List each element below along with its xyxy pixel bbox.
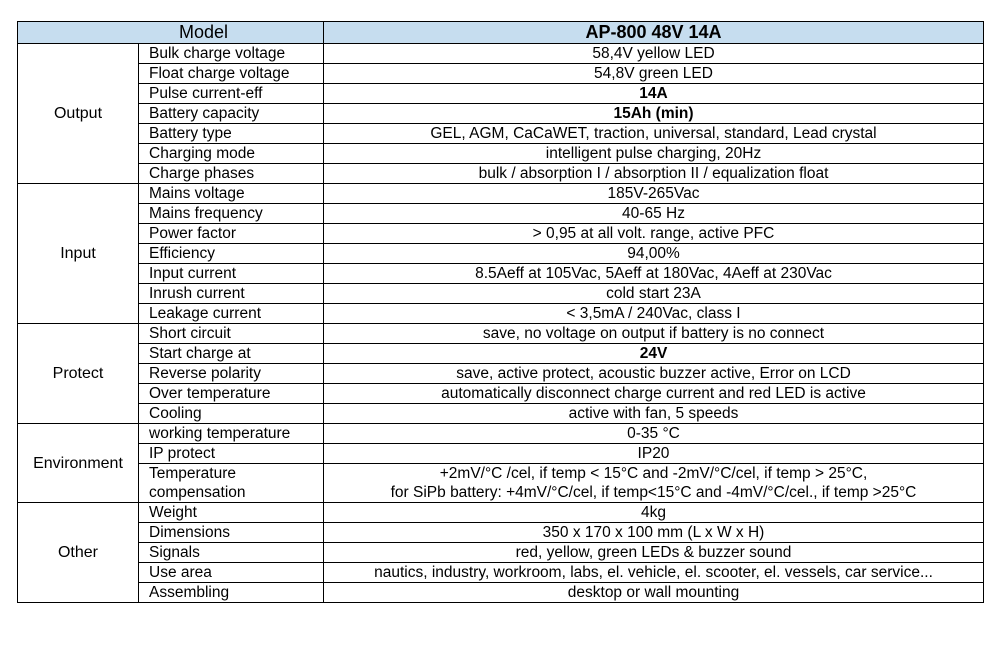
table-row (18, 184, 984, 204)
param-value: 4kg (324, 503, 984, 523)
group-label-input: Input (18, 184, 139, 324)
param-label: Over temperature (139, 384, 324, 404)
param-value: 14A (324, 84, 984, 104)
table-row (18, 583, 984, 603)
table-row (18, 144, 984, 164)
table-row (18, 404, 984, 424)
param-label: Mains frequency (139, 204, 324, 224)
param-label: Assembling (139, 583, 324, 603)
spec-table (17, 21, 984, 603)
param-value: GEL, AGM, CaCaWET, traction, universal, standard, Lead crystal (324, 124, 984, 144)
param-value: desktop or wall mounting (324, 583, 984, 603)
param-value (324, 464, 984, 503)
param-label: Battery type (139, 124, 324, 144)
table-row (18, 344, 984, 364)
param-label: Battery capacity (139, 104, 324, 124)
param-value: intelligent pulse charging, 20Hz (324, 144, 984, 164)
group-label-environment: Environment (18, 424, 139, 503)
param-label: Charge phases (139, 164, 324, 184)
table-row (18, 284, 984, 304)
param-value: 8.5Aeff at 105Vac, 5Aeff at 180Vac, 4Aeff at 230Vac (324, 264, 984, 284)
model-value: AP-800 48V 14A (324, 22, 984, 44)
param-label: Power factor (139, 224, 324, 244)
table-row (18, 543, 984, 563)
param-label: Dimensions (139, 523, 324, 543)
table-row (18, 44, 984, 64)
param-label: Cooling (139, 404, 324, 424)
param-label: Inrush current (139, 284, 324, 304)
param-label: Pulse current-eff (139, 84, 324, 104)
param-value: > 0,95 at all volt. range, active PFC (324, 224, 984, 244)
table-row (18, 244, 984, 264)
param-label: working temperature (139, 424, 324, 444)
param-value: < 3,5mA / 240Vac, class I (324, 304, 984, 324)
group-label-protect: Protect (18, 324, 139, 424)
param-value: 350 x 170 x 100 mm (L x W x H) (324, 523, 984, 543)
table-header-row (18, 22, 984, 44)
param-value: 94,00% (324, 244, 984, 264)
param-value: cold start 23A (324, 284, 984, 304)
param-value: 185V-265Vac (324, 184, 984, 204)
param-label: IP protect (139, 444, 324, 464)
param-value-line-2: for SiPb battery: +4mV/°C/cel, if temp<15°C and -4mV/°C/cel., if temp >25°C (390, 484, 917, 501)
param-label: Temperature compensation (139, 464, 324, 503)
param-value: IP20 (324, 444, 984, 464)
param-label: Leakage current (139, 304, 324, 324)
table-row (18, 204, 984, 224)
param-label: Start charge at (139, 344, 324, 364)
table-row (18, 563, 984, 583)
param-label: Float charge voltage (139, 64, 324, 84)
param-value: save, no voltage on output if battery is no connect (324, 324, 984, 344)
param-value: automatically disconnect charge current and red LED is active (324, 384, 984, 404)
param-value: bulk / absorption I / absorption II / equalization float (324, 164, 984, 184)
param-value: 54,8V green LED (324, 64, 984, 84)
table-row (18, 384, 984, 404)
table-row (18, 444, 984, 464)
table-row (18, 224, 984, 244)
param-label: Short circuit (139, 324, 324, 344)
param-value: 0-35 °C (324, 424, 984, 444)
param-value: 58,4V yellow LED (324, 44, 984, 64)
table-row (18, 324, 984, 344)
table-row (18, 304, 984, 324)
group-label-output: Output (18, 44, 139, 184)
table-row (18, 104, 984, 124)
param-label: Weight (139, 503, 324, 523)
param-value: 15Ah (min) (324, 104, 984, 124)
model-label: Model (18, 22, 324, 44)
param-label: Input current (139, 264, 324, 284)
table-row (18, 424, 984, 444)
param-label: Use area (139, 563, 324, 583)
param-value-line-1: +2mV/°C /cel, if temp < 15°C and -2mV/°C/cel, if temp > 25°C, (439, 465, 868, 482)
param-value: 40-65 Hz (324, 204, 984, 224)
param-label: Bulk charge voltage (139, 44, 324, 64)
table-row (18, 464, 984, 503)
table-row (18, 84, 984, 104)
param-value: 24V (324, 344, 984, 364)
table-row (18, 124, 984, 144)
param-value: active with fan, 5 speeds (324, 404, 984, 424)
param-value: nautics, industry, workroom, labs, el. vehicle, el. scooter, el. vessels, car service... (324, 563, 984, 583)
table-row (18, 64, 984, 84)
table-row (18, 264, 984, 284)
table-row (18, 364, 984, 384)
param-label: Mains voltage (139, 184, 324, 204)
param-label: Charging mode (139, 144, 324, 164)
table-row (18, 523, 984, 543)
group-label-other: Other (18, 503, 139, 603)
table-row (18, 503, 984, 523)
param-label: Signals (139, 543, 324, 563)
table-row (18, 164, 984, 184)
param-value: red, yellow, green LEDs & buzzer sound (324, 543, 984, 563)
param-label: Efficiency (139, 244, 324, 264)
param-label: Reverse polarity (139, 364, 324, 384)
param-value: save, active protect, acoustic buzzer active, Error on LCD (324, 364, 984, 384)
